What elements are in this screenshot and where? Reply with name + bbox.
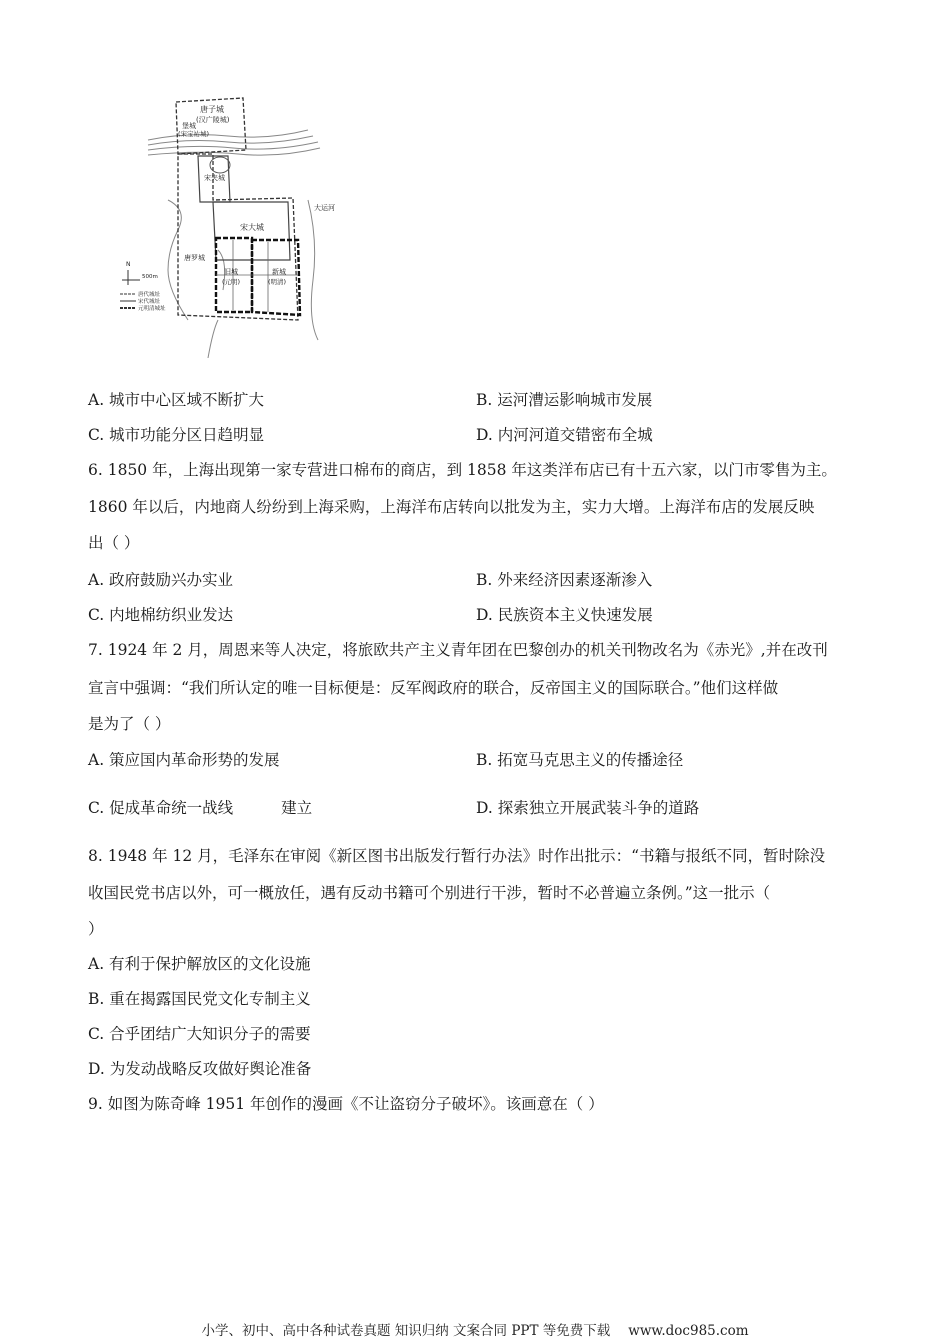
map-label-tang-luo: 唐罗城 (184, 254, 205, 262)
city-map-drawing (108, 90, 338, 358)
map-label-jiu-sub: (元明) (222, 278, 241, 286)
river-line (208, 320, 218, 358)
map-legend-tang: 唐代城址 (138, 292, 161, 298)
map-label-song-baoyou: (宋宝祐城) (178, 130, 210, 138)
map-legend-song: 宋代城址 (138, 299, 161, 305)
q7-option-c-part1: C. 促成革命统一战线 (88, 799, 234, 817)
q7-option-a: A. 策应国内革命形势的发展 (88, 751, 280, 769)
q9-stem-line-1: 9. 如图为陈奇峰 1951 年创作的漫画《不让盗窃分子破坏》。该画意在（ ） (88, 1095, 604, 1113)
footer-text: 小学、初中、高中各种试卷真题 知识归纳 文案合同 PPT 等免费下载 (201, 1323, 611, 1339)
map-label-han-guangling: (汉广陵城) (196, 116, 230, 124)
q8-option-b: B. 重在揭露国民党文化专制主义 (88, 990, 311, 1008)
river-line (148, 130, 308, 140)
q6-stem-line-2: 1860 年以后，内地商人纷纷到上海采购，上海洋布店转向以批发为主，实力大增。上海洋布店的发展反映 (88, 498, 815, 516)
q7-option-c-part2: 建立 (281, 799, 313, 817)
river-line (148, 148, 320, 155)
q8-option-c: C. 合乎团结广大知识分子的需要 (88, 1025, 311, 1043)
q5-option-a: A. 城市中心区域不断扩大 (88, 391, 265, 409)
q6-option-a: A. 政府鼓励兴办实业 (88, 571, 234, 589)
q8-stem-line-2: 收国民党书店以外，可一概放任，遇有反动书籍可个别进行干涉，暂时不必普遍立条例。”这一批示（ (88, 884, 771, 902)
q8-stem-line-1: 8. 1948 年 12 月，毛泽东在审阅《新区图书出版发行暂行办法》时作出批示：“书籍与报纸不同，暂时除没 (88, 847, 826, 865)
q7-stem-line-1: 7. 1924 年 2 月，周恩来等人决定，将旅欧共产主义青年团在巴黎创办的机关刊物改名为《赤光》,并在改刊 (88, 641, 828, 659)
map-label-canal: 大运河 (314, 204, 335, 212)
river-line (148, 136, 313, 145)
q8-option-d: D. 为发动战略反攻做好舆论准备 (88, 1060, 312, 1078)
q8-stem-line-3: ） (88, 920, 104, 938)
map-label-xin-sub: (明清) (268, 278, 287, 286)
q7-option-c (88, 798, 312, 818)
map-label-jiu-cheng: 旧城 (224, 268, 238, 276)
q6-stem-line-3: 出（ ） (88, 534, 140, 552)
q7-stem-line-3: 是为了（ ） (88, 715, 171, 733)
footer-site-link[interactable]: www.doc985.com (628, 1323, 749, 1339)
q6-option-d: D. 民族资本主义快速发展 (476, 606, 653, 624)
q6-stem-line-1: 6. 1850 年，上海出现第一家专营进口棉布的商店，到 1858 年这类洋布店已有十五六家，以门市零售为主。 (88, 461, 837, 479)
map-label-north: N (126, 261, 131, 268)
map-label-scale: 500m (142, 274, 158, 280)
map-legend-mingqing: 元明清城址 (138, 306, 166, 312)
city-map-figure (108, 90, 338, 358)
map-label-bao-cheng: 堡城 (182, 122, 196, 130)
q5-option-d: D. 内河河道交错密布全城 (476, 426, 653, 444)
q5-option-c: C. 城市功能分区日趋明显 (88, 426, 265, 444)
page-footer (0, 1322, 950, 1340)
map-label-tang-zicheng: 唐子城 (200, 105, 224, 114)
map-label-song-da: 宋大城 (240, 223, 264, 232)
q6-option-c: C. 内地棉纺织业发达 (88, 606, 234, 624)
q8-option-a: A. 有利于保护解放区的文化设施 (88, 955, 311, 973)
q7-option-d: D. 探索独立开展武装斗争的道路 (476, 799, 700, 817)
map-label-song-jia: 宋夹城 (204, 174, 225, 182)
map-label-xin-cheng: 新城 (272, 268, 286, 276)
q6-option-b: B. 外来经济因素逐渐渗入 (476, 571, 653, 589)
q5-option-b: B. 运河漕运影响城市发展 (476, 391, 653, 409)
q7-option-b: B. 拓宽马克思主义的传播途径 (476, 751, 684, 769)
canal-line (308, 200, 318, 340)
q7-stem-line-2: 宣言中强调：“我们所认定的唯一目标便是：反军阀政府的联合，反帝国主义的国际联合。”他们这样做 (88, 679, 779, 697)
river-line (148, 142, 318, 150)
